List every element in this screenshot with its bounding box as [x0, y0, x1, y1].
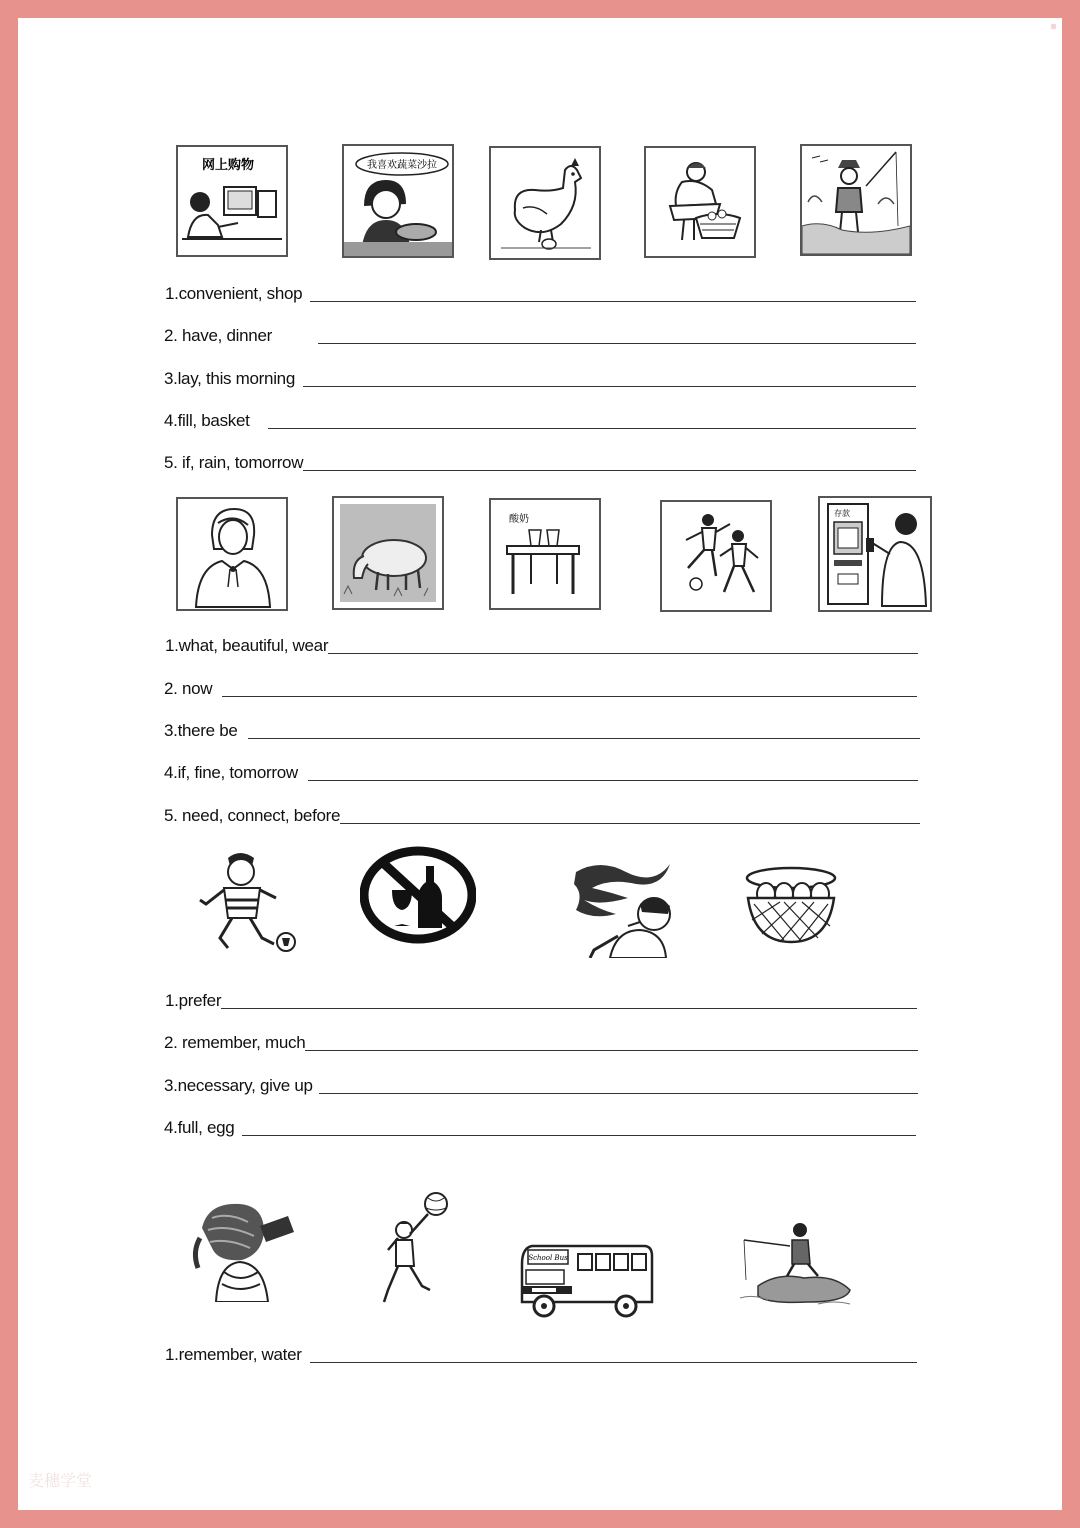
answer-blank[interactable]	[310, 300, 916, 302]
online-shopping-text: 网上购物	[202, 158, 255, 173]
prompt-line	[164, 763, 918, 784]
prompt-line	[165, 991, 917, 1012]
answer-blank[interactable]	[222, 695, 917, 697]
picture-girl-eating-salad	[342, 144, 454, 258]
answer-blank[interactable]	[305, 1049, 918, 1051]
prompt-line	[164, 326, 916, 347]
picture-boy-playing-volleyball	[374, 1190, 454, 1308]
picture-boy-fishing-bank	[738, 1218, 854, 1308]
picture-girl-drinking-water	[188, 1198, 300, 1302]
prompt-line	[164, 679, 917, 700]
picture-boys-playing-football	[660, 500, 772, 612]
answer-blank[interactable]	[248, 737, 920, 739]
answer-blank[interactable]	[221, 1007, 917, 1009]
prompt-label: 3.lay, this morning	[164, 369, 295, 388]
prompt-line	[164, 806, 920, 827]
picture-man-smoking	[570, 858, 682, 958]
prompt-label: 1.what, beautiful, wear	[165, 636, 329, 655]
machine-label-text: 存款	[834, 509, 850, 518]
prompt-label: 4.full, egg	[164, 1118, 235, 1137]
answer-blank[interactable]	[319, 1092, 918, 1094]
prompt-label: 3.there be	[164, 721, 238, 740]
answer-blank[interactable]	[328, 652, 918, 654]
prompt-line	[164, 721, 920, 742]
picture-boy-fishing-river	[800, 144, 912, 256]
picture-boy-kicking-ball	[190, 848, 302, 958]
salad-bubble-text: 我喜欢蔬菜沙拉	[367, 160, 437, 171]
prompt-line	[164, 1033, 918, 1054]
prompt-line	[165, 636, 918, 657]
yogurt-label-text: 酸奶	[509, 514, 529, 525]
picture-woman-portrait	[176, 497, 288, 611]
prompt-line	[165, 284, 916, 305]
prompt-label: 2. have, dinner	[164, 326, 272, 345]
prompt-label: 2. remember, much	[164, 1033, 306, 1052]
answer-blank[interactable]	[303, 385, 916, 387]
answer-blank[interactable]	[340, 822, 920, 824]
picture-man-at-atm	[818, 496, 932, 612]
watermark: 麦穗学堂	[28, 1471, 93, 1490]
prompt-label: 3.necessary, give up	[164, 1076, 313, 1095]
prompt-line	[165, 1345, 917, 1366]
answer-blank[interactable]	[242, 1134, 916, 1136]
picture-online-shopping	[176, 145, 288, 257]
bus-sign-text: School Bus	[528, 1254, 568, 1262]
prompt-label: 1.remember, water	[165, 1345, 302, 1364]
picture-hen-laying-egg	[489, 146, 601, 260]
prompt-label: 5. if, rain, tomorrow	[164, 453, 304, 472]
no-alcohol-icon	[360, 846, 476, 944]
picture-school-bus	[518, 1240, 656, 1320]
picture-sheep-grazing	[332, 496, 444, 610]
corner-mark	[1051, 24, 1056, 29]
prompt-label: 2. now	[164, 679, 213, 698]
worksheet-page	[18, 18, 1062, 1510]
prompt-line	[164, 453, 916, 474]
answer-blank[interactable]	[318, 342, 916, 344]
prompt-label: 4.fill, basket	[164, 411, 250, 430]
prompt-label: 1.convenient, shop	[165, 284, 303, 303]
answer-blank[interactable]	[303, 469, 916, 471]
prompt-label: 1.prefer	[165, 991, 222, 1010]
prompt-line	[164, 1118, 916, 1139]
prompt-line	[164, 369, 916, 390]
picture-yogurt-on-table	[489, 498, 601, 610]
answer-blank[interactable]	[268, 427, 916, 429]
answer-blank[interactable]	[308, 779, 918, 781]
prompt-line	[164, 1076, 918, 1097]
prompt-label: 5. need, connect, before	[164, 806, 341, 825]
answer-blank[interactable]	[310, 1361, 917, 1363]
picture-girl-filling-basket	[644, 146, 756, 258]
prompt-line	[164, 411, 916, 432]
prompt-label: 4.if, fine, tomorrow	[164, 763, 298, 782]
basket-of-eggs-icon	[744, 864, 838, 944]
